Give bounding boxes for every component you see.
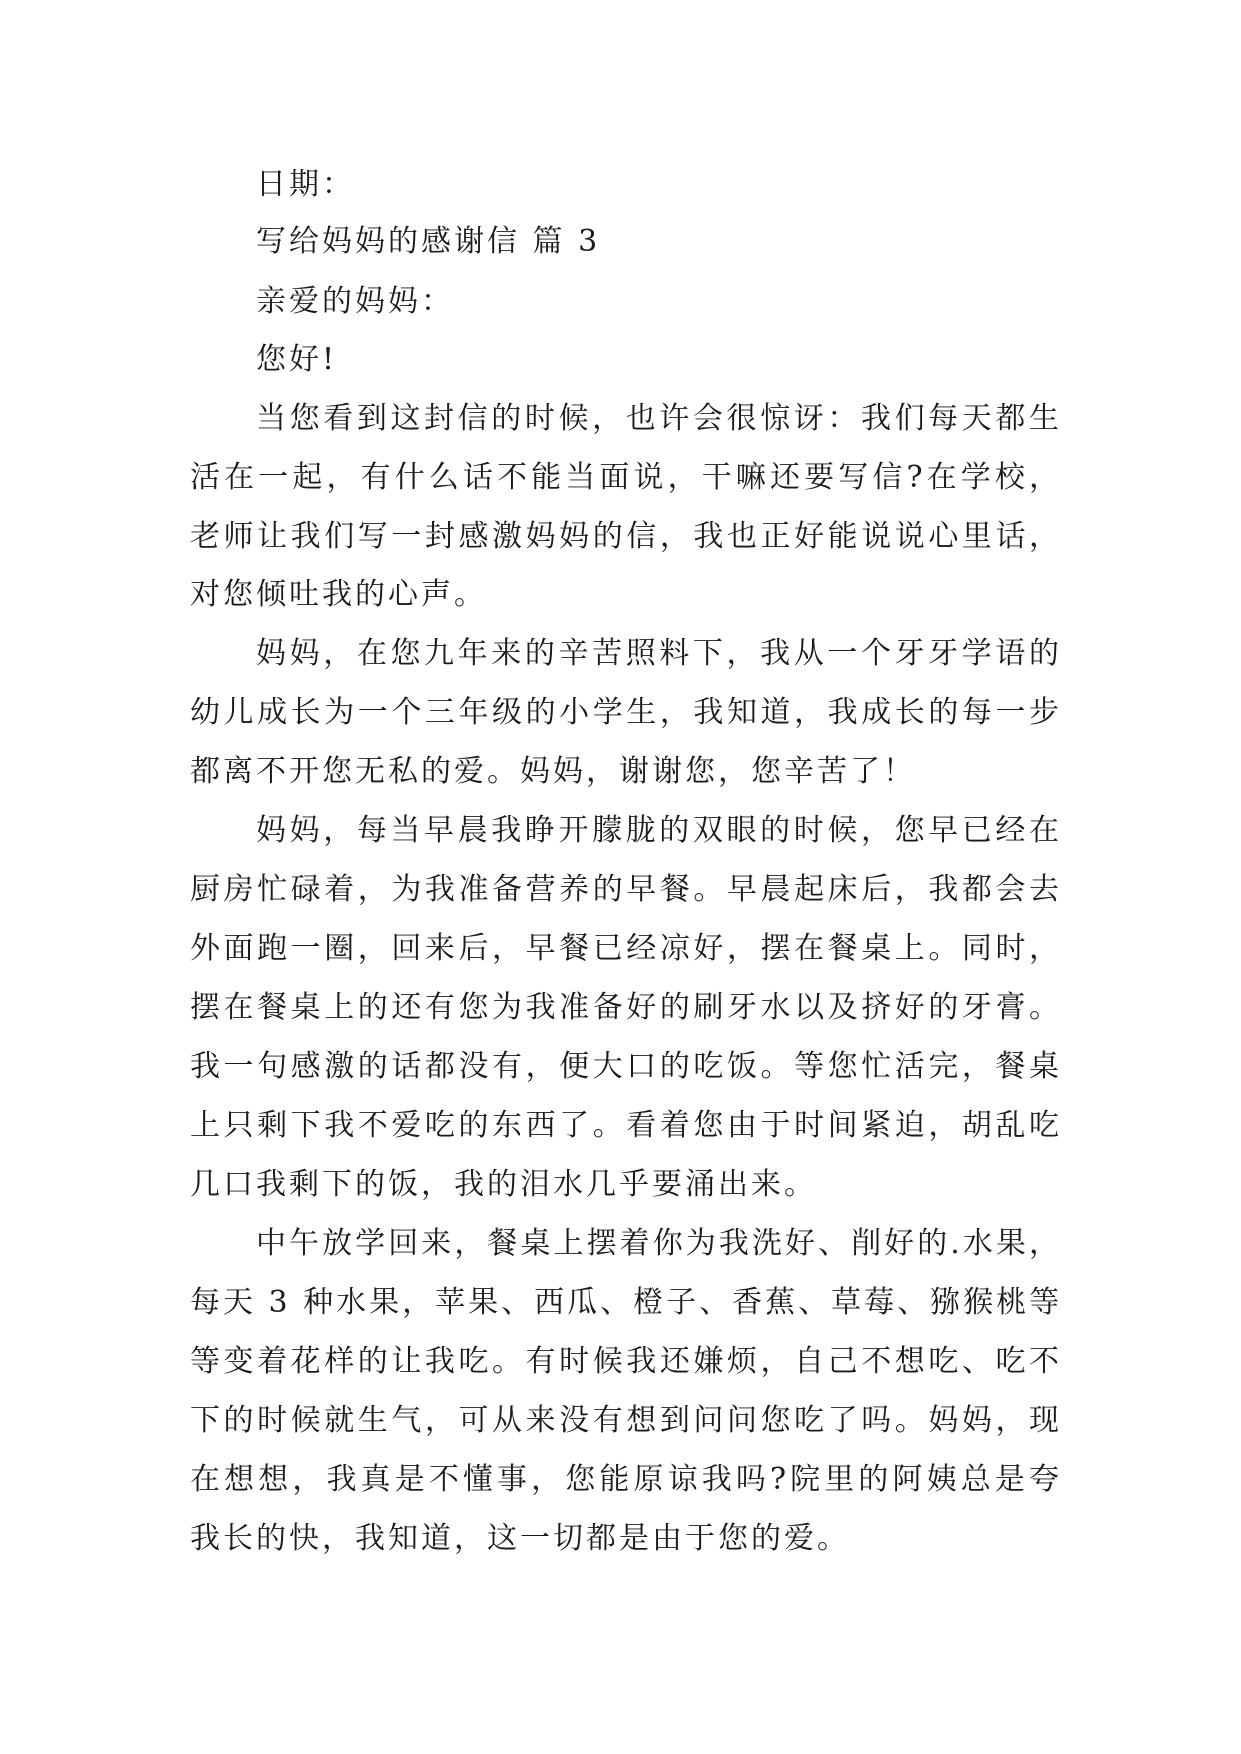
paragraph-4-line-6: 我长的快，我知道，这一切都是由于您的爱。: [190, 1521, 850, 1556]
paragraph-4-line-2: 每天 3 种水果，苹果、西瓜、橙子、香蕉、草莓、猕猴桃等: [190, 1285, 1063, 1320]
paragraph-3-line-4: 摆在餐桌上的还有您为我准备好的刷牙水以及挤好的牙膏。: [190, 990, 1062, 1025]
letter-title: 写给妈妈的感谢信 篇 3: [256, 224, 601, 259]
paragraph-2-line-1: 妈妈，在您九年来的辛苦照料下，我从一个牙牙学语的: [256, 636, 1062, 671]
paragraph-4-line-5: 在想想，我真是不懂事，您能原谅我吗?院里的阿姨总是夸: [190, 1462, 1062, 1497]
paragraph-4-line-3: 等变着花样的让我吃。有时候我还嫌烦，自己不想吃、吃不: [190, 1344, 1062, 1379]
paragraph-2-line-3: 都离不开您无私的爱。妈妈，谢谢您，您辛苦了！: [190, 754, 916, 789]
greeting: 您好!: [256, 342, 338, 377]
salutation: 亲爱的妈妈：: [256, 284, 454, 319]
paragraph-4-line-4: 下的时候就生气，可从来没有想到问问您吃了吗。妈妈，现: [190, 1403, 1062, 1438]
paragraph-1-line-2: 活在一起，有什么话不能当面说，干嘛还要写信?在学校，: [190, 460, 1062, 495]
paragraph-1-line-3: 老师让我们写一封感激妈妈的信，我也正好能说说心里话，: [190, 519, 1062, 554]
paragraph-3-line-2: 厨房忙碌着，为我准备营养的早餐。早晨起床后，我都会去: [190, 872, 1062, 907]
paragraph-3-line-1: 妈妈，每当早晨我睁开朦胧的双眼的时候，您早已经在: [256, 813, 1062, 848]
paragraph-1-line-1: 当您看到这封信的时候，也许会很惊讶：我们每天都生: [256, 401, 1062, 436]
date-line: 日期：: [256, 167, 355, 202]
paragraph-3-line-5: 我一句感激的话都没有，便大口的吃饭。等您忙活完，餐桌: [190, 1049, 1062, 1084]
paragraph-3-line-7: 几口我剩下的饭，我的泪水几乎要涌出来。: [190, 1167, 817, 1202]
paragraph-4-line-1: 中午放学回来，餐桌上摆着你为我洗好、削好的.水果，: [256, 1226, 1062, 1261]
paragraph-3-line-3: 外面跑一圈，回来后，早餐已经凉好，摆在餐桌上。同时，: [190, 931, 1062, 966]
paragraph-3-line-6: 上只剩下我不爱吃的东西了。看着您由于时间紧迫，胡乱吃: [190, 1108, 1062, 1143]
paragraph-1-line-4: 对您倾吐我的心声。: [190, 577, 487, 612]
paragraph-2-line-2: 幼儿成长为一个三年级的小学生，我知道，我成长的每一步: [190, 695, 1062, 730]
